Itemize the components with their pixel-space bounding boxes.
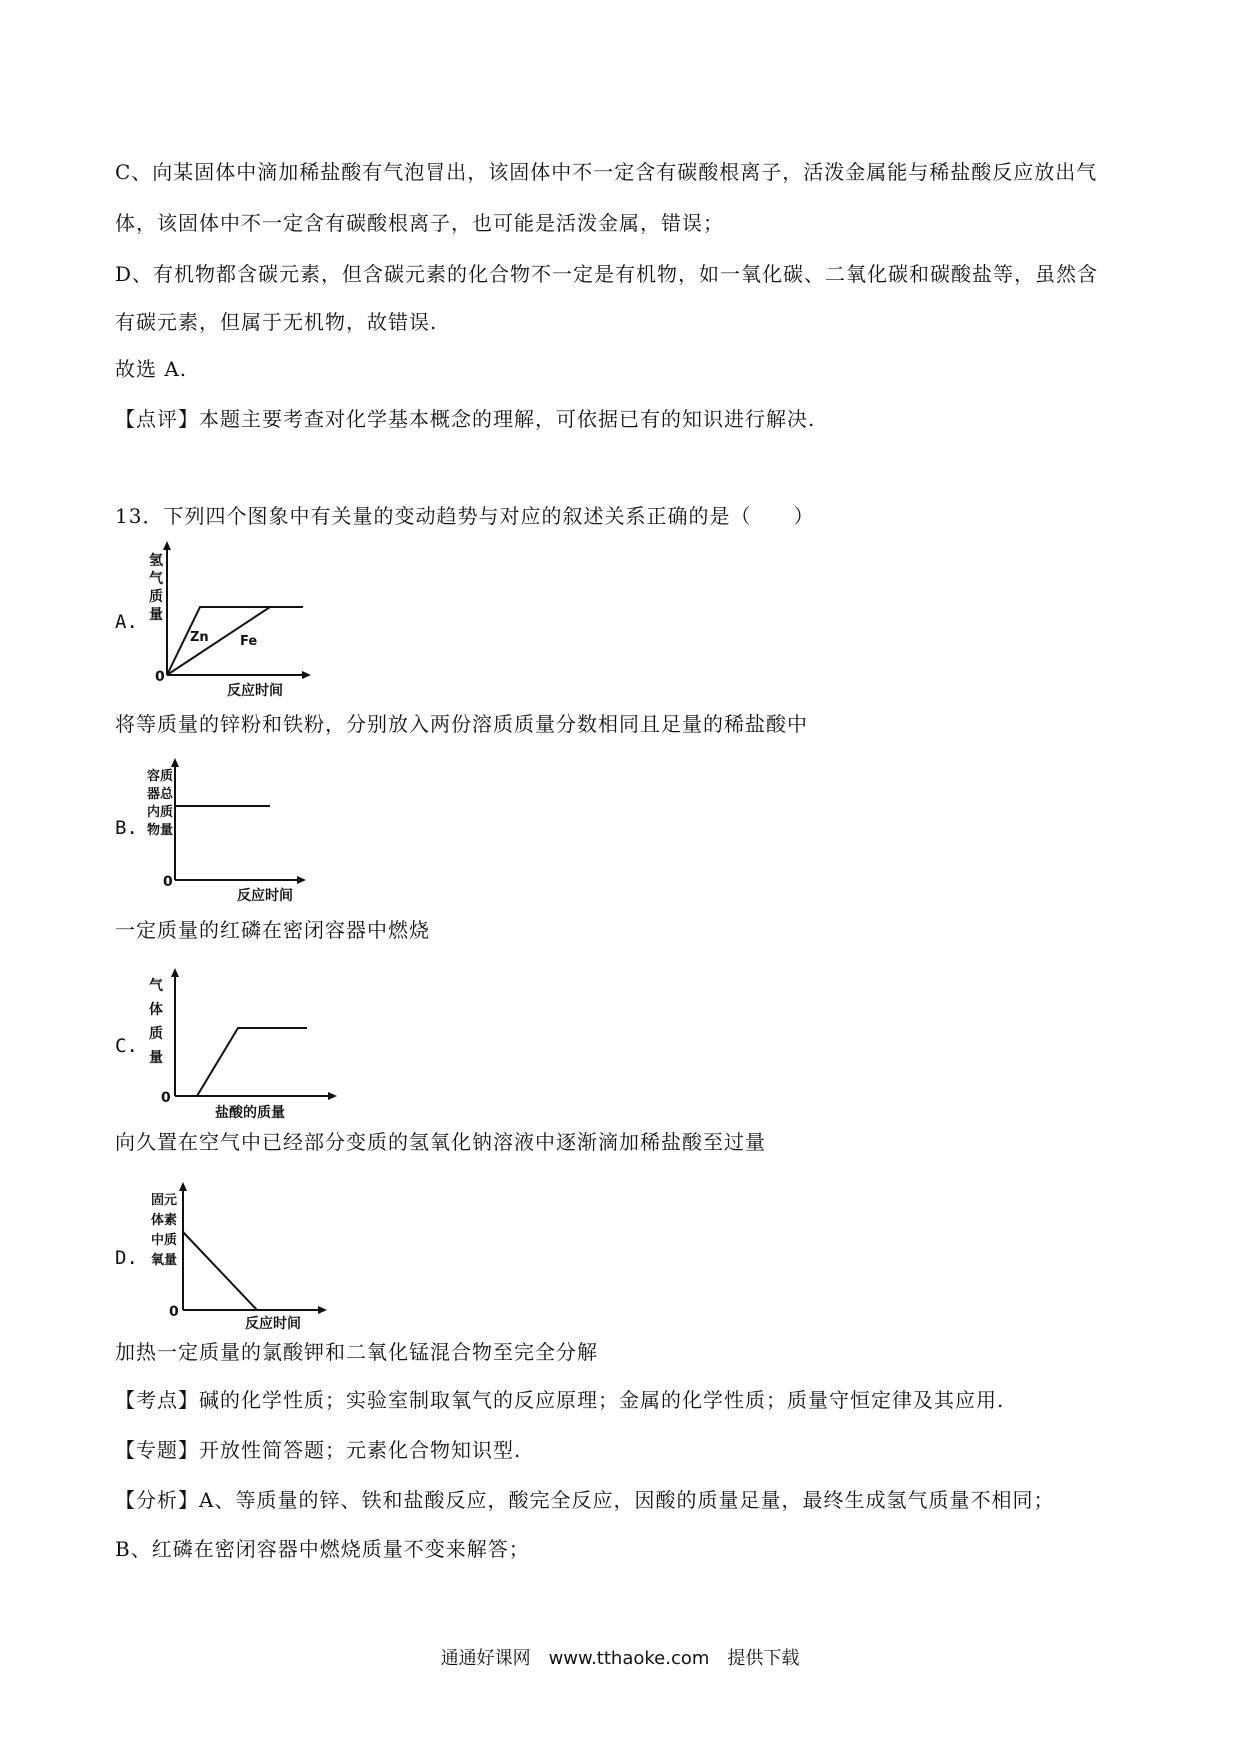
analysis-kaodian: 【考点】碱的化学性质；实验室制取氧气的反应原理；金属的化学性质；质量守恒定律及其应用. bbox=[115, 1388, 1005, 1412]
y-label: 物量 bbox=[147, 823, 174, 838]
analysis-b: B、红磷在密闭容器中燃烧质量不变来解答； bbox=[115, 1537, 530, 1561]
origin-label: 0 bbox=[155, 669, 165, 685]
graph-a bbox=[145, 535, 315, 700]
y-label: 质 bbox=[149, 589, 163, 605]
y-label: 体素 bbox=[151, 1213, 178, 1228]
y-label: 体 bbox=[149, 1002, 163, 1018]
text-line: 故选 A. bbox=[115, 357, 188, 381]
option-letter: A. bbox=[115, 611, 138, 633]
y-axis-arrow bbox=[171, 758, 179, 767]
text-line: 有碳元素，但属于无机物，故错误. bbox=[115, 310, 438, 334]
analysis-fenxi: 【分析】A、等质量的锌、铁和盐酸反应，酸完全反应，因酸的质量足量，最终生成氢气质量不相同； bbox=[115, 1488, 1055, 1512]
x-label: 反应时间 bbox=[227, 683, 283, 699]
y-label: 量 bbox=[149, 607, 163, 623]
y-label: 量 bbox=[149, 1050, 163, 1066]
x-axis-arrow bbox=[297, 876, 306, 884]
y-label: 气 bbox=[149, 978, 163, 994]
y-axis-arrow bbox=[163, 541, 171, 550]
zn-line bbox=[167, 607, 303, 675]
graph-d bbox=[145, 1176, 335, 1336]
decline-line bbox=[183, 1232, 257, 1310]
y-axis-arrow bbox=[171, 968, 179, 977]
y-label: 氢 bbox=[149, 553, 163, 569]
origin-label: 0 bbox=[161, 1090, 171, 1106]
fe-label: Fe bbox=[240, 634, 258, 649]
graph-c bbox=[145, 962, 345, 1122]
x-label: 反应时间 bbox=[245, 1316, 301, 1332]
x-axis-arrow bbox=[328, 1092, 337, 1100]
text-line: 【点评】本题主要考查对化学基本概念的理解，可依据已有的知识进行解决. bbox=[115, 407, 816, 431]
y-axis-arrow bbox=[179, 1182, 187, 1191]
graph-b bbox=[145, 752, 315, 902]
origin-label: 0 bbox=[163, 874, 173, 890]
y-label: 固元 bbox=[151, 1193, 178, 1208]
option-caption: 一定质量的红磷在密闭容器中燃烧 bbox=[115, 918, 430, 942]
option-letter: B. bbox=[115, 817, 138, 839]
y-label: 器总 bbox=[147, 787, 174, 802]
option-caption: 加热一定质量的氯酸钾和二氧化锰混合物至完全分解 bbox=[115, 1340, 598, 1364]
option-caption: 向久置在空气中已经部分变质的氢氧化钠溶液中逐渐滴加稀盐酸至过量 bbox=[115, 1130, 766, 1154]
x-label: 盐酸的质量 bbox=[215, 1105, 285, 1121]
y-label: 内质 bbox=[147, 805, 174, 820]
text-line: D、有机物都含碳元素，但含碳元素的化合物不一定是有机物，如一氧化碳、二氧化碳和碳酸盐等，虽然含 bbox=[115, 262, 1099, 286]
y-label: 氧量 bbox=[151, 1253, 178, 1268]
x-axis-arrow bbox=[318, 1306, 327, 1314]
origin-label: 0 bbox=[169, 1304, 179, 1320]
x-label: 反应时间 bbox=[237, 888, 293, 902]
footer-text: 通通好课网 www.tthaoke.com 提供下载 bbox=[440, 1648, 800, 1669]
text-line: 体，该固体中不一定含有碳酸根离子，也可能是活泼金属，错误； bbox=[115, 211, 724, 235]
analysis-zhuanti: 【专题】开放性简答题；元素化合物知识型. bbox=[115, 1438, 522, 1462]
x-axis-arrow bbox=[302, 671, 311, 679]
y-label: 质 bbox=[149, 1026, 163, 1042]
question-title: 13．下列四个图象中有关量的变动趋势与对应的叙述关系正确的是（ ） bbox=[115, 504, 815, 528]
y-label: 气 bbox=[149, 571, 163, 587]
option-caption: 将等质量的锌粉和铁粉，分别放入两份溶质质量分数相同且足量的稀盐酸中 bbox=[115, 712, 808, 736]
zn-label: Zn bbox=[190, 630, 209, 645]
y-label: 容质 bbox=[147, 769, 174, 784]
text-line: C、向某固体中滴加稀盐酸有气泡冒出，该固体中不一定含有碳酸根离子，活泼金属能与稀盐酸反应放出气 bbox=[115, 160, 1098, 184]
gas-line bbox=[197, 1028, 307, 1096]
y-label: 中质 bbox=[151, 1233, 178, 1248]
option-letter: C. bbox=[115, 1035, 138, 1057]
option-letter: D. bbox=[115, 1247, 138, 1269]
